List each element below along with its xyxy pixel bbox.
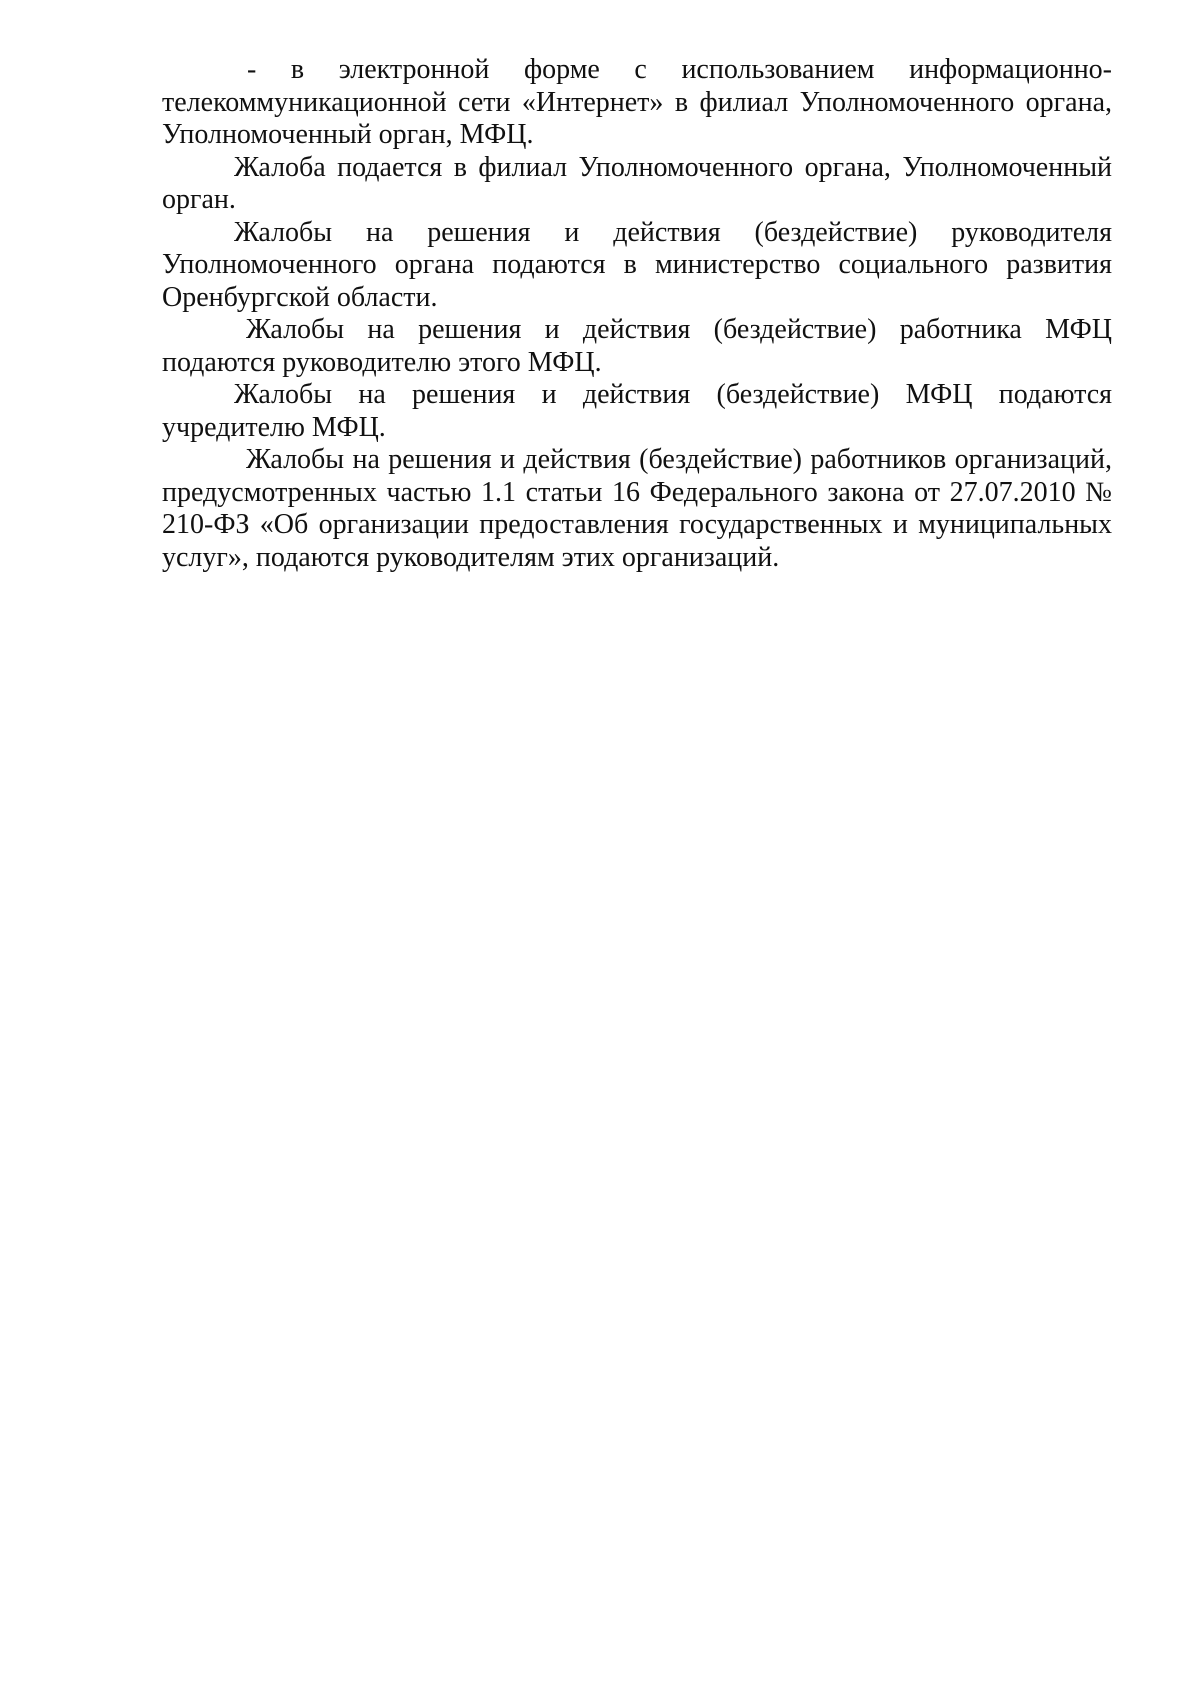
paragraph-head-complaints: Жалобы на решения и действия (бездействие) руководителя Уполномоченного органа подаются в министерство социального развития Оренбургской области. [162,216,1112,313]
paragraph-organization-complaints: Жалобы на решения и действия (бездействие) работников организаций, предусмотренных частью 1.1 статьи 16 Федерального закона от 27.07.2010 № 210-ФЗ «Об организации предоставления государственных и муниципальных услуг», подаются руководителям этих организаций. [162,444,1112,573]
paragraph-mfc-employee-complaints: Жалобы на решения и действия (бездействие) работника МФЦ подаются руководителю этого МФЦ. [162,314,1112,378]
paragraph-complaint-submission: Жалоба подается в филиал Уполномоченного органа, Уполномоченный орган. [162,151,1112,215]
paragraph-electronic-form: - в электронной форме с использованием информационно-телекоммуникационной сети «Интернет» в филиал Уполномоченного органа, Уполномоченный орган, МФЦ. [162,54,1112,150]
document-body [162,54,1112,574]
paragraph-mfc-complaints: Жалобы на решения и действия (бездействие) МФЦ подаются учредителю МФЦ. [162,379,1112,443]
